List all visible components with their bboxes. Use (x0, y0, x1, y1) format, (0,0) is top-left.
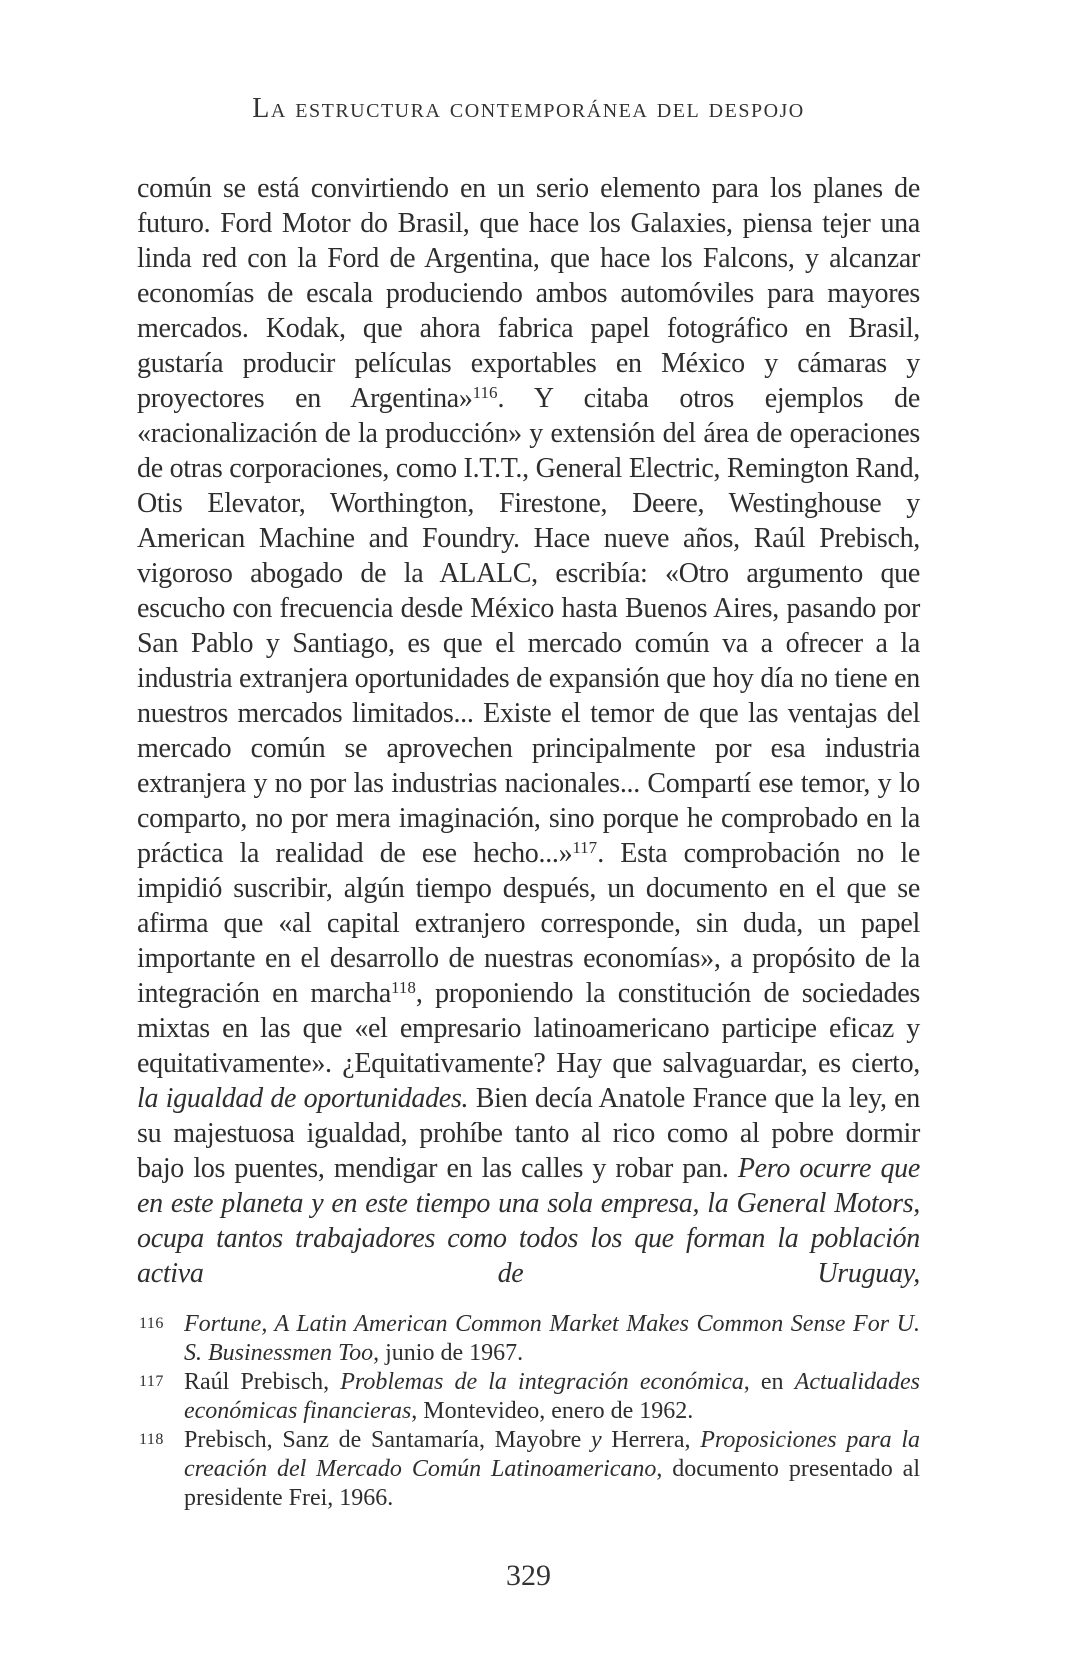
text-run: Problemas de la integración económica (340, 1369, 744, 1395)
footnote-ref-117: 117 (572, 838, 598, 857)
text-run: , Montevideo, enero de 1962. (411, 1398, 694, 1424)
text-run: Raúl Prebisch, (184, 1369, 341, 1395)
text-run: , en (743, 1369, 795, 1395)
footnote-number-117: 117 (139, 1373, 164, 1390)
text-run: Proposiciones para la creación del Mercado Común Latinoamericano (184, 1427, 921, 1482)
text-run: Bien decía Anatole France que la ley, en su majestuosa igualdad, prohíbe tanto al rico como al pobre dormir bajo los puentes, mendigar en las calles y robar pan. (137, 1083, 920, 1184)
footnote-ref-116: 116 (472, 383, 498, 402)
footnote-117 (137, 1368, 920, 1426)
footnote-text-117 (184, 1369, 920, 1424)
footnote-116 (137, 1310, 920, 1368)
text-run: . Esta comprobación no le impidió suscribir, algún tiempo después, un documento en el que se afirma que «al capital extranjero corresponde, sin duda, un papel importante en el desarrollo de nuestras economías», a propósito de la integración en marcha (137, 838, 920, 1009)
text-run: Actualidades económicas financieras (184, 1369, 920, 1424)
body-paragraph (137, 171, 920, 1291)
text-run: y (590, 1427, 602, 1453)
running-header: La estructura contemporánea del despojo (252, 93, 805, 124)
footnote-number-118: 118 (139, 1431, 164, 1448)
text-run: . Y citaba otros ejemplos de «racionalización de la producción» y extensión del área de operaciones de otras corporaciones, como I.T.T., General Electric, Remington Rand, Otis Elevator, Worthington, Firestone, Deere, Westinghouse y American Machine and Foundry. Hace nueve años, Raúl Prebisch, vigoroso abogado de la ALALC, escribía: «Otro argumento que escucho con frecuencia desde México hasta Buenos Aires, pasando por San Pablo y Santiago, es que el mercado común va a ofrecer a la industria extranjera oportunidades de expansión que hoy día no tiene en nuestros mercados limitados... Existe el temor de que las ventajas del mercado común se aprovechen principalmente por esa industria extranjera y no por las industrias nacionales... Compartí ese temor, y lo comparto, no por mera imaginación, sino porque he comprobado en la práctica la realidad de ese hecho...» (137, 383, 920, 869)
page-number: 329 (506, 1559, 551, 1592)
text-run: Herrera, (601, 1427, 701, 1453)
text-run: la igualdad de oportunidades. (137, 1083, 469, 1114)
footnote-ref-118: 118 (390, 978, 416, 997)
text-run: , proponiendo la constitución de sociedades mixtas en las que «el empresario latinoamericano participe eficaz y equitativamente». ¿Equitativamente? Hay que salvaguardar, es cierto, (137, 978, 921, 1079)
footnote-118 (137, 1426, 920, 1513)
footnote-text-116 (184, 1311, 920, 1366)
footnote-text-118 (184, 1427, 920, 1511)
text-run: Prebisch, Sanz de Santamaría, Mayobre (184, 1427, 591, 1453)
text-run: común se está convirtiendo en un serio elemento para los planes de futuro. Ford Motor do Brasil, que hace los Galaxies, piensa tejer una linda red con la Ford de Argentina, que hace los Falcons, y alcanzar economías de escala produciendo ambos automóviles para mayores mercados. Kodak, que ahora fabrica papel fotográfico en Brasil, gustaría producir películas exportables en México y cámaras y proyectores en Argentina» (137, 173, 920, 414)
footnotes-section (137, 1310, 920, 1513)
text-run: , documento presentado al presidente Frei, 1966. (184, 1456, 920, 1511)
text-run: Pero ocurre que en este planeta y en este tiempo una sola empresa, la General Motors, ocupa tantos trabajadores como todos los que forman la población activa de Uruguay, (137, 1153, 920, 1289)
text-run: Fortune, A Latin American Common Market Makes Common Sense For U. S. Businessmen Too (184, 1311, 920, 1366)
text-run: , junio de 1967. (373, 1340, 524, 1366)
footnote-number-116: 116 (139, 1315, 164, 1332)
